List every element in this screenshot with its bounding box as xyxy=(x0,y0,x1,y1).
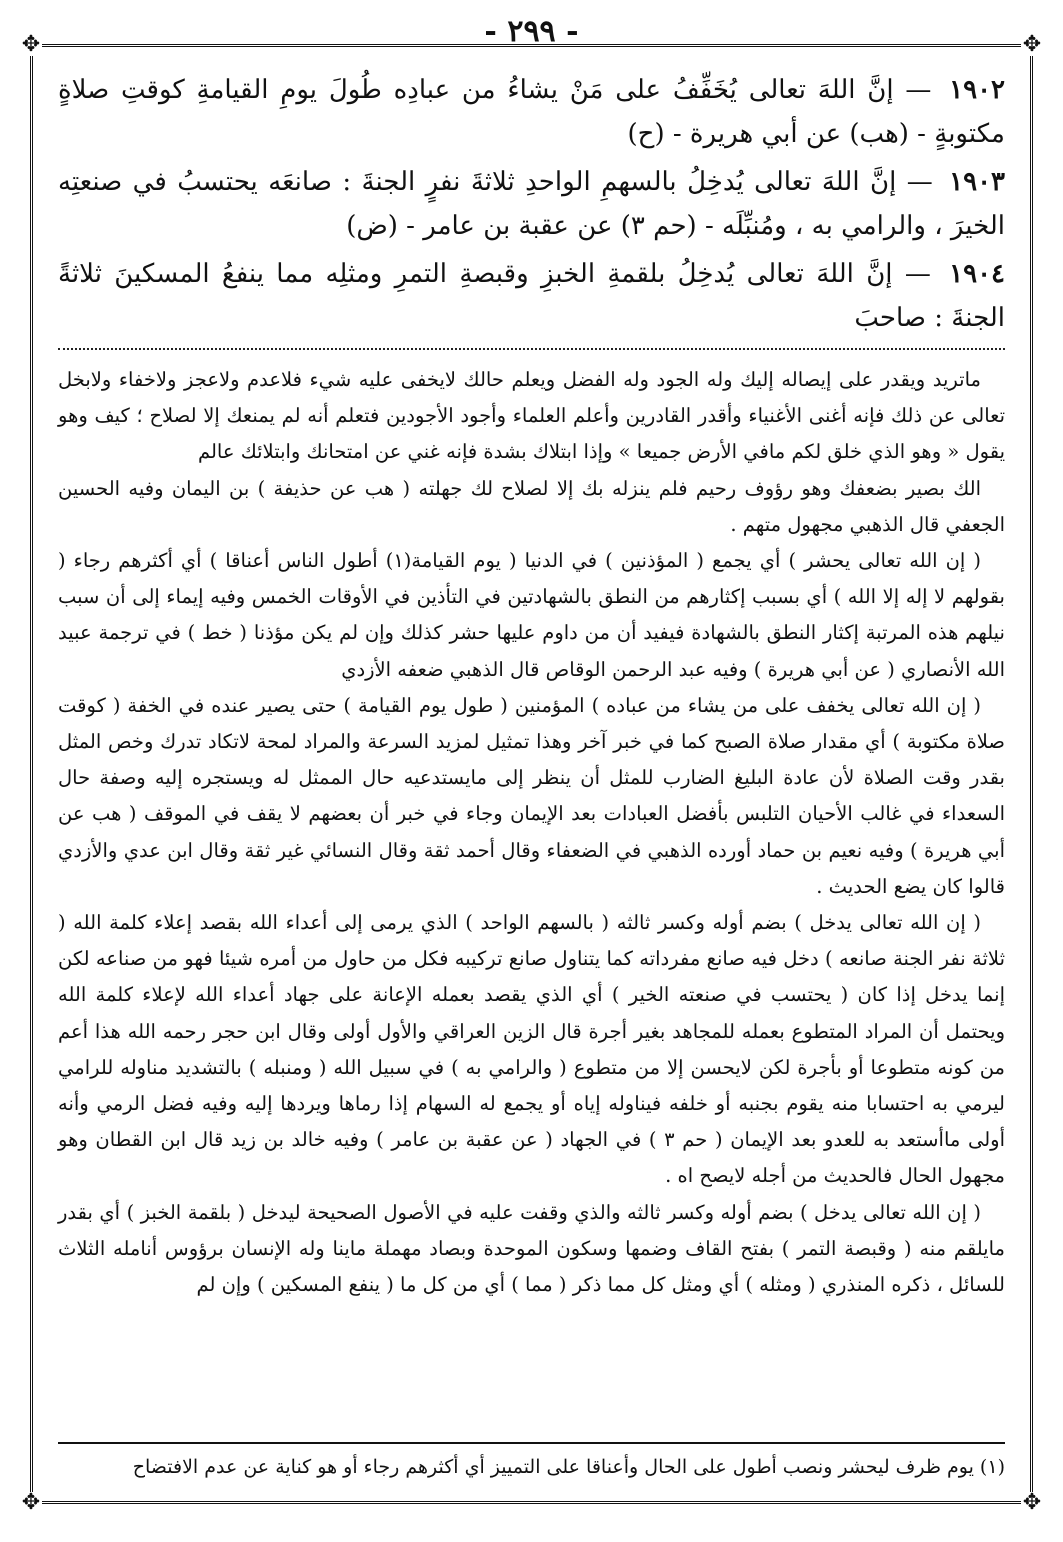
footnote-divider xyxy=(58,1442,1005,1444)
commentary-paragraph: ( إن الله تعالى يدخل ) بضم أوله وكسر ثالثه ( بالسهم الواحد ) الذي يرمى إلى أعداء الله بقصد إعلاء كلمة الله ( ثلاثة نفر الجنة صانعه ) دخل فيه صانع مفرداته كما يتناول صانع تركيبه فكل من حاول من أمره شيئا فهو من صناعه لكن إنما يدخل إذا كان ( يحتسب في صنعته الخير ) أي الذي يقصد بعمله الإعانة على جهاد أعداء الله لإعلاء كلمة الله ويحتمل أن المراد المتطوع بعمله للمجاهد بغير أجرة قال الزين العراقي والأول أولى وقال ابن حجر رحمه الله هذا أعم من كونه متطوعا أو بأجرة لكن لايحسن إلا من متطوع ( والرامي به ) في سبيل الله ( ومنبله ) بالتشديد مناوله للرامي ليرمي به احتسابا منه يقوم بجنبه أو خلفه فيناوله إياه أو يجمع له السهام إذا رماها ويردها إليه وفيه فضل الرمي وأنه أولى ماأستعد به للعدو بعد الإيمان ( حم ٣ ) في الجهاد ( عن عقبة بن عامر ) وفيه خالد بن زيد قال ابن القطان وهو مجهول الحال فالحديث من أجله لايصح اه . xyxy=(58,911,1005,1188)
corner-ornament-icon: ✥ xyxy=(1022,1490,1042,1515)
page-content xyxy=(58,68,1005,1303)
hadith-entry xyxy=(58,252,1005,340)
hadith-number: ١٩٠٢ xyxy=(949,75,1006,105)
commentary-paragraph: ( إن الله تعالى يحشر ) أي يجمع ( المؤذنين ) في الدنيا ( يوم القيامة(١) أطول الناس أعناقا ) أي أكثرهم رجاء ( بقولهم لا إله إلا الله ) أي بسبب إكثارهم من النطق بالشهادتين في التأذين في الأوقات الخمس وفيه إيماء إلى أن سبب نيلهم هذه المرتبة إكثار النطق بالشهادة فيفيد أن من داوم عليها حشر كذلك وإن لم يكن مؤذنا ( خط ) في ترجمة عبيد الله الأنصاري ( عن أبي هريرة ) وفيه عبد الرحمن الوقاص قال الذهبي ضعفه الأزدي xyxy=(58,549,1005,681)
hadith-entry xyxy=(58,160,1005,248)
page-number: - ٢٩٩ - xyxy=(484,14,579,49)
commentary-paragraph: الك بصير بضعفك وهو رؤوف رحيم فلم ينزله بك إلا لصلاح لك جهلته ( هب عن حذيفة ) بن اليمان وفيه الحسين الجعفي قال الذهبي مجهول متهم . xyxy=(58,476,1005,536)
commentary xyxy=(58,362,1005,1303)
corner-ornament-icon: ✥ xyxy=(1022,32,1042,57)
commentary-paragraph: ( إن الله تعالى يخفف على من يشاء من عباده ) المؤمنين ( طول يوم القيامة ) حتى يصير عنده في الخفة ( كوقت صلاة مكتوبة ) أي مقدار صلاة الصبح كما في خبر آخر وهذا تمثيل لمزيد السرعة والمراد لمحة لاتكاد تدرك وخص المثل بقدر وقت الصلاة لأن عادة البليغ الضارب للمثل أن ينظر إلى مايستدعيه حال الممثل له ويستجره إليه وصفة حال السعداء في غالب الأحيان التلبس بأفضل العبادات بعد الإيمان وجاء في خبر أن بعضهم لا يقف في الموقف ( هب عن أبي هريرة ) وفيه نعيم بن حماد أورده الذهبي في الضعفاء وقال أحمد ثقة وقال النسائي غير ثقة وقال ابن عدي والأزدي قالوا كان يضع الحديث . xyxy=(58,693,1005,898)
hadith-text: — إنَّ اللهَ تعالى يُدخِلُ بلقمةِ الخبزِ وقبصةِ التمرِ ومثلِه مما ينفعُ المسكينَ ثلاثةً الجنةَ : صاحبَ xyxy=(58,259,1005,333)
corner-ornament-icon: ✥ xyxy=(21,1490,41,1515)
commentary-paragraph: ماتريد ويقدر على إيصاله إليك وله الجود وله الفضل ويعلم حالك لايخفى عليه شيء فلاعدم ولاعجز ولاخفاء ولابخل تعالى عن ذلك فإنه أغنى الأغنياء وأقدر القادرين وأعلم العلماء وأجود الأجودين فتعلم أنه لم يمنعك إلا لصلاح ؛ كيف وهو يقول « وهو الذي خلق لكم مافي الأرض جميعا » وإذا ابتلاك بشدة فإنه غني عن امتحانك وابتلائك عالم xyxy=(58,368,1005,464)
hadith-entry xyxy=(58,68,1005,156)
hadith-text: — إنَّ اللهَ تعالى يُخَفِّفُ على مَنْ يشاءُ من عبادِه طُولَ يومِ القيامةِ كوقتِ صلاةٍ مكتوبةٍ xyxy=(58,75,1005,149)
section-divider xyxy=(58,348,1005,350)
footnote: (١) يوم ظرف ليحشر ونصب أطول على الحال وأعناقا على التمييز أي أكثرهم رجاء أو هو كناية عن عدم الافتضاح xyxy=(132,1456,1005,1478)
hadith-source: - (هب) عن أبي هريرة - (ح) xyxy=(627,119,926,149)
corner-ornament-icon: ✥ xyxy=(21,32,41,57)
hadith-text: — إنَّ اللهَ تعالى يُدخِلُ بالسهمِ الواحدِ ثلاثةَ نفرٍ الجنةَ : صانعَه يحتسبُ في صنعتِه الخيرَ ، والرامي به ، ومُنبِّلَه xyxy=(58,167,1005,241)
hadith-number: ١٩٠٣ xyxy=(949,167,1005,197)
hadith-source: - (حم ٣) عن عقبة بن عامر - (ض) xyxy=(346,211,714,241)
hadith-number: ١٩٠٤ xyxy=(949,259,1005,289)
commentary-paragraph: ( إن الله تعالى يدخل ) بضم أوله وكسر ثالثه والذي وقفت عليه في الأصول الصحيحة ليدخل ( بلقمة الخبز ) أي بقدر مايلقم منه ( وقبصة التمر ) بفتح القاف وضمها وسكون الموحدة وبصاد مهملة ماينا وله الإنسان برؤوس أنامله الثلاث للسائل ، ذكره المنذري ( ومثله ) أي ومثل كل مما ذكر ( مما ) أي من كل ما ( ينفع المسكين ) وإن لم xyxy=(58,1200,1005,1297)
